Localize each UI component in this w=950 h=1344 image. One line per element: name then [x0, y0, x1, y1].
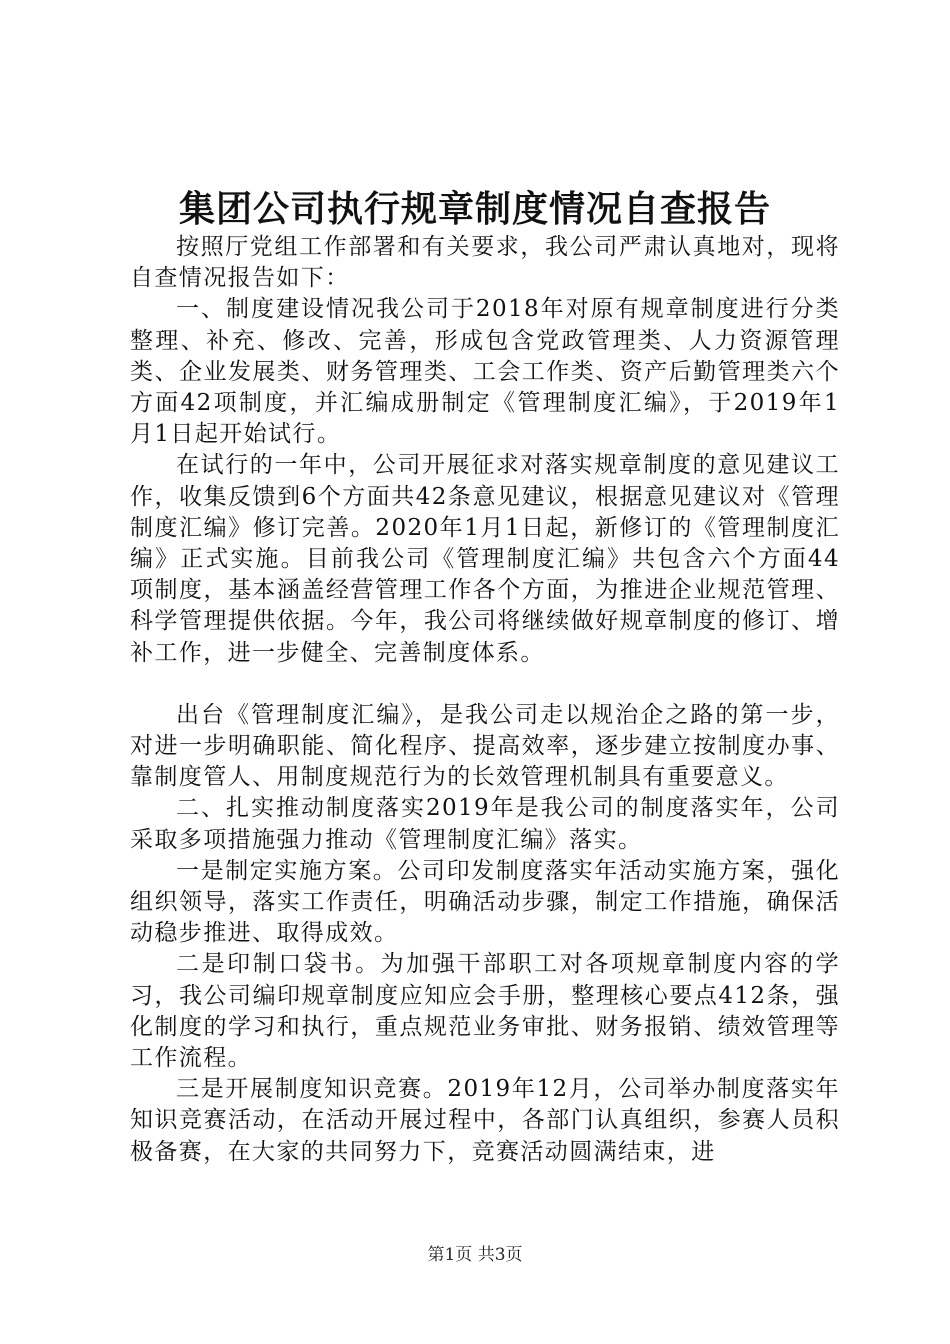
paragraph-implementation: 二、扎实推动制度落实2019年是我公司的制度落实年，公司采取多项措施强力推动《管理制度汇编》落实。: [130, 795, 840, 853]
page-number-footer: 第1页 共3页: [427, 1245, 523, 1265]
paragraph-trial-year: 在试行的一年中，公司开展征求对落实规章制度的意见建议工作，收集反馈到6个方面共42条意见建议，根据意见建议对《管理制度汇编》修订完善。2020年1月1日起，新修订的《管理制度汇编》正式实施。目前我公司《管理制度汇编》共包含六个方面44项制度，基本涵盖经营管理工作各个方面，为推进企业规范管理、科学管理提供依据。今年，我公司将继续做好规章制度的修订、增补工作，进一步健全、完善制度体系。: [130, 452, 840, 666]
document-title: 集团公司执行规章制度情况自查报告: [178, 188, 771, 230]
paragraph-system-building: 一、制度建设情况我公司于2018年对原有规章制度进行分类整理、补充、修改、完善，形成包含党政管理类、人力资源管理类、企业发展类、财务管理类、工会工作类、资产后勤管理类六个方面42项制度，并汇编成册制定《管理制度汇编》，于2019年1月1日起开始试行。: [130, 296, 840, 448]
document-body: [130, 232, 840, 1168]
paragraph-knowledge-contest: 三是开展制度知识竞赛。2019年12月，公司举办制度落实年知识竞赛活动，在活动开展过程中，各部门认真组织，参赛人员积极备赛，在大家的共同努力下，竞赛活动圆满结束，进: [130, 1076, 840, 1165]
paragraph-intro: 按照厅党组工作部署和有关要求，我公司严肃认真地对，现将自查情况报告如下：: [130, 234, 840, 292]
paragraph-significance: 出台《管理制度汇编》，是我公司走以规治企之路的第一步，对进一步明确职能、简化程序、提高效率，逐步建立按制度办事、靠制度管人、用制度规范行为的长效管理机制具有重要意义。: [130, 701, 840, 791]
paragraph-plan: 一是制定实施方案。公司印发制度落实年活动实施方案，强化组织领导，落实工作责任，明确活动步骤，制定工作措施，确保活动稳步推进、取得成效。: [130, 857, 840, 947]
paragraph-pocket-book: 二是印制口袋书。为加强干部职工对各项规章制度内容的学习，我公司编印规章制度应知应会手册，整理核心要点412条，强化制度的学习和执行，重点规范业务审批、财务报销、绩效管理等工作流程。: [130, 951, 840, 1072]
